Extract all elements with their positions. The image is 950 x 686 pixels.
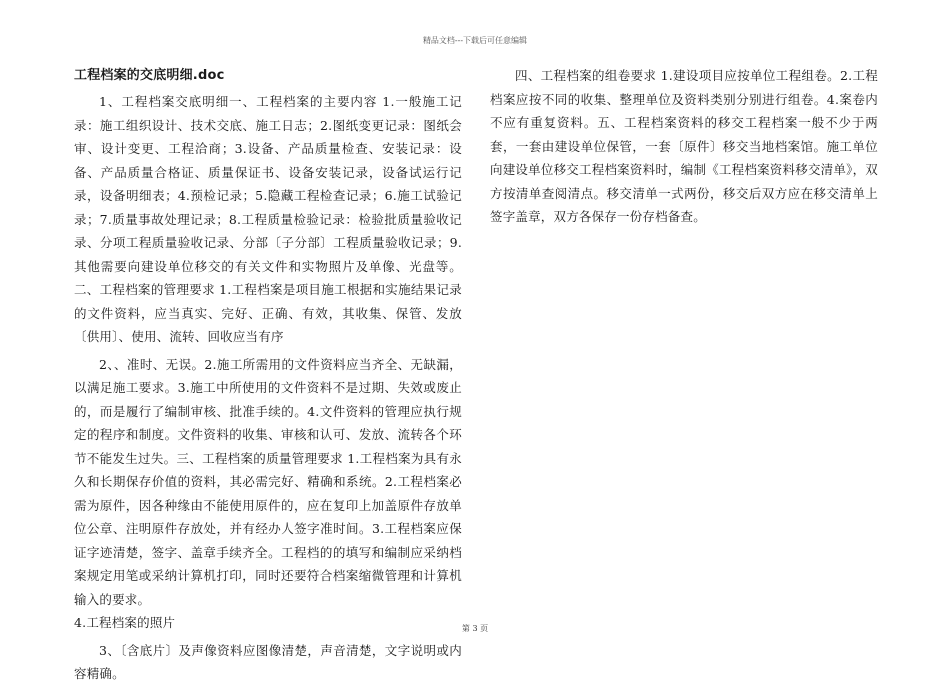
body-paragraph: 3、〔含底片〕及声像资料应图像清楚，声音清楚，文字说明或内容精确。 xyxy=(74,642,462,681)
body-paragraph: 四、工程档案的组卷要求 1.建设项目应按单位工程组卷。2.工程档案应按不同的收集、整理单位及资料类别分别进行组卷。4.案卷内不应有重复资料。五、工程档案资料的移交工程档案一般不少于两套，一套由建设单位保管，一套〔原件〕移交当地档案馆。施工单位向建设单位移交工程档案资料时，编制《工程档案资料移交清单》，双方按清单查阅清点。移交清单一式两份，移交后双方应在移交清单上签字盖章，双方各保存一份存档备查。 xyxy=(490,68,878,224)
right-column xyxy=(490,64,878,229)
body-paragraph: 2、、准时、无误。2.施工所需用的文件资料应当齐全、无缺漏，以满足施工要求。3.施工中所使用的文件资料不是过期、失效或废止的，而是履行了编制审核、批准手续的。4.文件资料的管理应执行规定的程序和制度。文件资料的收集、审核和认可、发放、流转各个环节不能发生过失。三、工程档案的质量管理要求 1.工程档案为具有永久和长期保存价值的资料，其必需完好、精确和系统。2.工程档案必需为原件，因各种缘由不能使用原件的，应在复印上加盖原件存放单位公章、注明原件存放处，并有经办人签字准时间。3.工程档案应保证字迹清楚，签字、盖章手续齐全。工程档的的填写和编制应采纳档案规定用笔或采纳计算机打印，同时还要符合档案缩微管理和计算机输入的要求。 xyxy=(74,356,462,607)
body-paragraph: 4.工程档案的照片 xyxy=(74,615,176,630)
left-column xyxy=(74,64,462,686)
page-number: 第 3 页 xyxy=(461,624,489,633)
body-paragraph: 1、工程档案交底明细一、工程档案的主要内容 1.一般施工记录：施工组织设计、技术交底、施工日志；2.图纸变更记录：图纸会审、设计变更、工程洽商；3.设备、产品质量检查、安装记录：设备、产品质量合格证、质量保证书、设备安装记录，设备试运行记录，设备明细表；4.预检记录；5.隐藏工程检查记录；6.施工试验记录；7.质量事故处理记录；8.工程质量检验记录：检验批质量验收记录、分项工程质量验收记录、分部〔子分部〕工程质量验收记录；9.其他需要向建设单位移交的有关文件和实物照片及单像、光盘等。二、工程档案的管理要求 1.工程档案是项目施工根据和实施结果记录的文件资料，应当真实、完好、正确、有效，其收集、保管、发放〔供用〕、使用、流转、回收应当有序 xyxy=(74,94,462,344)
document-title: 工程档案的交底明细.doc xyxy=(74,68,225,83)
page-header: 精品文档---下载后可任意编辑 xyxy=(422,36,528,45)
